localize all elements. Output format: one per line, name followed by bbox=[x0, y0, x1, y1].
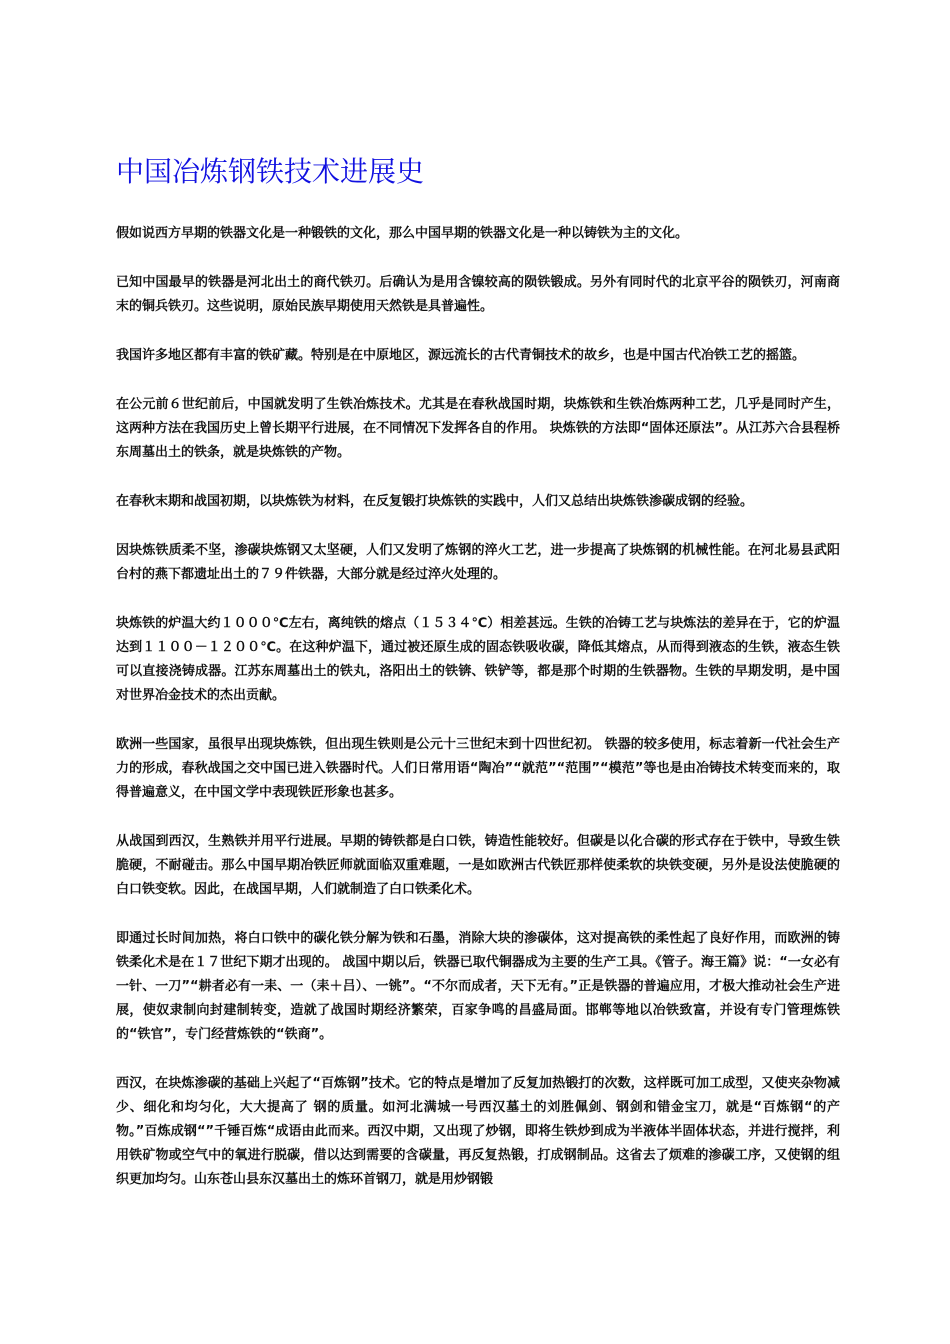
paragraph: 西汉，在块炼渗碳的基础上兴起了“百炼钢”技术。它的特点是增加了反复加热锻打的次数，这样既可加工成型，又使夹杂物减少、细化和均匀化，大大提高了 钢的质量。如河北满城一号西汉墓土的刘胜佩剑、钢剑和错金宝刀，就是“百炼钢“的产物。”百炼成钢“”千锤百炼“成语由此而来。西汉中期，又出现了炒钢，即将生铁炒到成为半液体半固体状态，并进行搅拌，利用铁矿物或空气中的氧进行脱碳，借以达到需要的含碳量，再反复热锻，打成钢制品。这省去了烦难的渗碳工序，又使钢的组织更加均匀。山东苍山县东汉墓出土的炼环首钢刀，就是用炒钢锻 bbox=[116, 1076, 840, 1187]
document-title: 中国冶炼钢铁技术进展史 bbox=[116, 155, 425, 188]
paragraph: 我国许多地区都有丰富的铁矿藏。特别是在中原地区，源远流长的古代青铜技术的故乡，也是中国古代冶铁工艺的摇篮。 bbox=[116, 348, 806, 363]
paragraph: 在春秋末期和战国初期，以块炼铁为材料，在反复锻打块炼铁的实践中，人们又总结出块炼铁渗碳成钢的经验。 bbox=[116, 494, 754, 509]
paragraph: 因块炼铁质柔不坚，渗碳块炼钢又太坚硬，人们又发明了炼钢的淬火工艺，进一步提高了块炼钢的机械性能。在河北易县武阳台村的燕下都遗址出土的７９件铁器，大部分就是经过淬火处理的。 bbox=[116, 543, 840, 582]
paragraph: 从战国到西汉，生熟铁并用平行进展。早期的铸铁都是白口铁，铸造性能较好。但碳是以化合碳的形式存在于铁中，导致生铁脆硬，不耐碰击。那么中国早期冶铁匠师就面临双重难题，一是如欧洲古代铁匠那样使柔软的块铁变硬，另外是设法使脆硬的白口铁变软。因此，在战国早期，人们就制造了白口铁柔化术。 bbox=[116, 834, 840, 897]
paragraph: 已知中国最早的铁器是河北出土的商代铁刃。后确认为是用含镍较高的陨铁锻成。另外有同时代的北京平谷的陨铁刃，河南商末的铜兵铁刃。这些说明，原始民族早期使用天然铁是具普遍性。 bbox=[116, 275, 840, 314]
paragraph: 假如说西方早期的铁器文化是一种锻铁的文化，那么中国早期的铁器文化是一种以铸铁为主的文化。 bbox=[116, 226, 689, 241]
paragraph: 块炼铁的炉温大约１０００℃左右，离纯铁的熔点（１５３４℃）相差甚远。生铁的冶铸工艺与块炼法的差异在于，它的炉温达到１１００－１２００℃。在这种炉温下，通过被还原生成的固态铁吸收碳，降低其熔点，从而得到液态的生铁，液态生铁可以直接浇铸成器。江苏东周墓出土的铁丸，洛阳出土的铁锛、铁铲等，都是那个时期的生铁器物。生铁的早期发明，是中国对世界冶金技术的杰出贡献。 bbox=[116, 616, 840, 703]
paragraph: 即通过长时间加热，将白口铁中的碳化铁分解为铁和石墨，消除大块的渗碳体，这对提高铁的柔性起了良好作用，而欧洲的铸铁柔化术是在１７世纪下期才出现的。 战国中期以后，铁器已取代铜器成为主要的生产工具。《管子。海王篇》说：“一女必有一针、一刀”“耕者必有一耒、一（耒＋吕）、一铫”。“不尔而成者，天下无有。”正是铁器的普遍应用，才极大推动社会生产进展，使奴隶制向封建制转变，造就了战国时期经济繁荣，百家争鸣的昌盛局面。邯郸等地以冶铁致富，并设有专门管理炼铁的“铁官”，专门经营炼铁的“铁商”。 bbox=[116, 931, 840, 1042]
document-body bbox=[116, 222, 840, 1217]
paragraph: 欧洲一些国家，虽很早出现块炼铁，但出现生铁则是公元十三世纪末到十四世纪初。 铁器的较多使用，标志着新一代社会生产力的形成，春秋战国之交中国已进入铁器时代。人们日常用语“陶冶”“就范”“范围”“模范”等也是由冶铸技术转变而来的，取得普遍意义，在中国文学中表现铁匠形象也甚多。 bbox=[116, 737, 840, 800]
paragraph: 在公元前６世纪前后，中国就发明了生铁冶炼技术。尤其是在春秋战国时期，块炼铁和生铁冶炼两种工艺，几乎是同时产生，这两种方法在我国历史上曾长期平行进展，在不同情况下发挥各自的作用。 块炼铁的方法即“固体还原法”。从江苏六合县程桥东周墓出土的铁条，就是块炼铁的产物。 bbox=[116, 397, 840, 460]
